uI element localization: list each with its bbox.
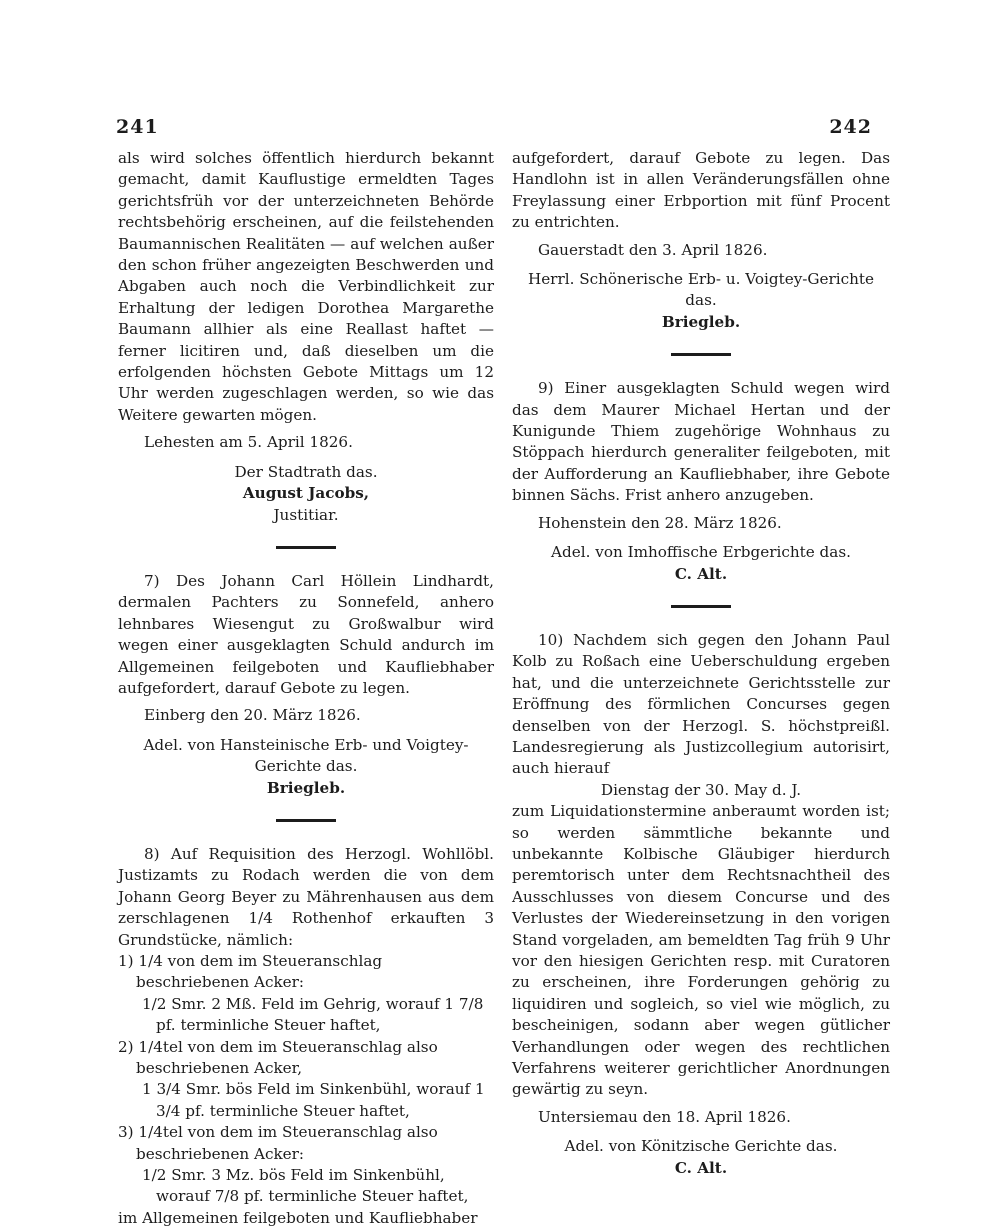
notice-8-text: 8) Auf Requisition des Herzogl. Wohllöbl. Justizamts zu Rodach werden die von dem Johann Georg Beyer zu Mährenhausen aus dem zerschlagenen 1/4 Rothenhof erkauften 3 Grundstücke, nämlich: <box>118 844 494 949</box>
notice-6-signer: August Jacobs, <box>242 484 370 503</box>
parcel-heading: 3) 1/4tel von dem im Steueranschlag also beschriebenen Acker: <box>118 1123 438 1163</box>
parcel-list <box>118 951 494 1208</box>
parcel-heading: 2) 1/4tel von dem im Steueranschlag also beschriebenen Acker, <box>118 1037 438 1078</box>
notice-9-text: 9) Einer ausgeklagten Schuld wegen wird das dem Maurer Michael Hertan und der Kunigunde Thiem zugehörige Wohnhaus zu Stöppach hierdurch generaliter feilgeboten, mit der Aufforderung an Kaufliebhaber, ihre Gebote binnen Sächs. Frist anhero anzugeben. <box>512 379 890 505</box>
notice-10-authority: Adel. von Könitzische Gerichte das. <box>564 1137 838 1156</box>
notice-10-text-b: zum Liquidationstermine anberaumt worden ist; so werden sämmtliche bekannte und unbekannte Kolbische Gläubiger hierdurch peremtorisch unter dem Rechtsnachtheil des Ausschlusses von diesem Concurse und des Verlustes der Wiedereinsetzung in den vorigen Stand vorgeladen, am bemeldten Tag früh 9 Uhr vor den hiesigen Gerichten resp. mit Curatoren zu erscheinen, ihre Forderungen gehörig zu liquidiren und sogleich, so viel wie möglich, zu bescheinigen, sodann aber wegen gütlicher Verhandlungen oder wegen des rechtlichen Verfahrens weiterer gerichtlicher Anordnungen gewärtig zu seyn. <box>512 802 890 1099</box>
page-number-left: 241 <box>116 116 159 138</box>
notice-7-dateline: Einberg den 20. März 1826. <box>144 706 361 725</box>
notice-10-signer: C. Alt. <box>674 1158 728 1177</box>
page-number-right: 242 <box>829 116 872 138</box>
parcel-detail: 1/2 Smr. 3 Mz. bös Feld im Sinkenbühl, worauf 7/8 pf. terminliche Steuer haftet, <box>142 1166 469 1206</box>
notice-6-signer-title: Justitiar. <box>273 505 339 524</box>
notice-7-text: 7) Des Johann Carl Höllein Lindhardt, dermalen Pachters zu Sonnefeld, anhero lehnbares Wiesengut zu Großwalbur wird wegen einer ausgeklagten Schuld andurch im Allgemeinen feilgeboten und Kaufliebhaber aufgefordert, darauf Gebote zu legen. <box>118 571 494 697</box>
notice-9-signer: C. Alt. <box>674 564 728 583</box>
notice-10-dateline: Untersiemau den 18. April 1826. <box>538 1107 791 1126</box>
list-item <box>118 1037 494 1123</box>
list-item <box>118 1122 494 1208</box>
section-divider <box>276 819 336 822</box>
parcel-heading: 1) 1/4 von dem im Steueranschlag beschriebenen Acker: <box>118 952 383 992</box>
notice-10-text-a: 10) Nachdem sich gegen den Johann Paul Kolb zu Roßach eine Ueberschuldung ergeben hat, und die unterzeichnete Gerichtsstelle zur Eröffnung des förmlichen Concurses gegen denselben von der Herzogl. S. höchstpreißl. Landesregierung als Justizcollegium autorisirt, auch hierauf <box>512 630 890 778</box>
notice-6-authority: Der Stadtrath das. <box>234 462 378 481</box>
left-column <box>118 148 494 1229</box>
notice-6-dateline: Lehesten am 5. April 1826. <box>144 433 353 452</box>
notice-9-authority: Adel. von Imhoffische Erbgerichte das. <box>551 543 851 562</box>
notice-8-signer: Briegleb. <box>661 312 741 331</box>
notice-6-continuation: als wird solches öffentlich hierdurch bekannt gemacht, damit Kauflustige ermeldten Tages gerichtsfrüh vor der unterzeichneten Behörde rechtsbehörig erscheinen, auf die feilstehenden Baumannischen Realitäten — auf welchen außer den schon früher angezeigten Beschwerden und Abgaben auch noch die Verbindlichkeit zur Erhaltung der ledigen Dorothea Margarethe Baumann allhier als eine Reallast haftet — ferner licitiren und, daß dieselben um die erfolgenden höchsten Gebote Mittags um 12 Uhr werden zugeschlagen werden, so wie das Weitere gewarten mögen. <box>118 149 494 424</box>
notice-8-continuation: aufgefordert, darauf Gebote zu legen. Das Handlohn ist in allen Veränderungsfällen ohne Freylassung einer Erbportion mit fünf Procent zu entrichten. <box>512 149 890 232</box>
notice-7-authority: Adel. von Hansteinische Erb- und Voigtey-Gerichte das. <box>143 735 469 776</box>
notice-8-closing-line: im Allgemeinen feilgeboten und Kaufliebhaber <box>118 1208 478 1227</box>
notice-10-term-date: Dienstag der 30. May d. J. <box>600 780 802 799</box>
right-column <box>512 148 890 1179</box>
section-divider <box>671 353 731 356</box>
notice-7-signer: Briegleb. <box>266 778 346 797</box>
section-divider <box>671 605 731 608</box>
list-item <box>118 951 494 1037</box>
parcel-detail: 1/2 Smr. 2 Mß. Feld im Gehrig, worauf 1 7/8 pf. terminliche Steuer haftet, <box>142 994 484 1035</box>
parcel-detail: 1 3/4 Smr. bös Feld im Sinkenbühl, worauf 1 3/4 pf. terminliche Steuer haftet, <box>142 1080 485 1120</box>
section-divider <box>276 546 336 549</box>
notice-9-dateline: Hohenstein den 28. März 1826. <box>538 513 782 532</box>
notice-8-dateline: Gauerstadt den 3. April 1826. <box>538 240 768 259</box>
notice-8-authority: Herrl. Schönerische Erb- u. Voigtey-Gerichte das. <box>527 270 875 310</box>
